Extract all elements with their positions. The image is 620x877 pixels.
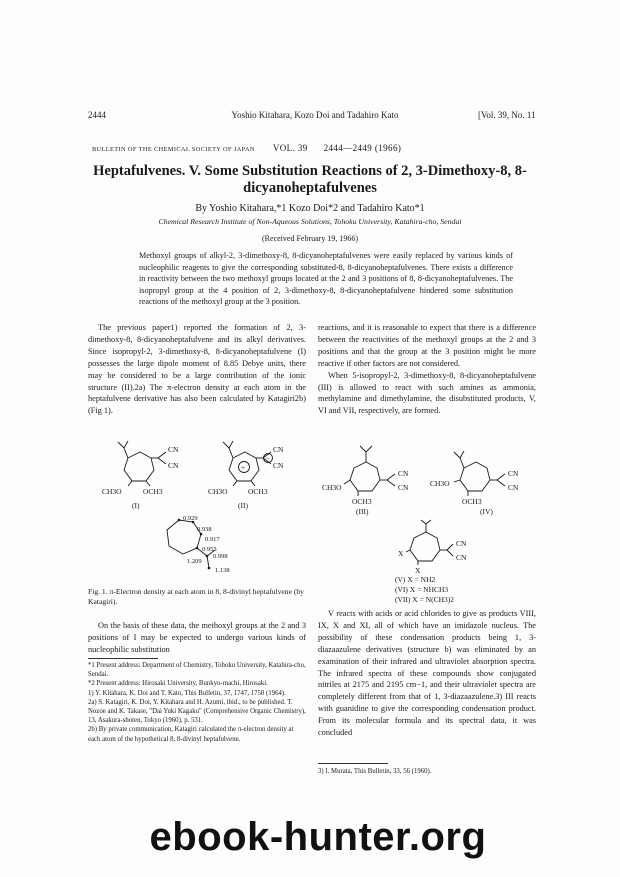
footnote: 2b) By private communication, Katagiri calculated the π-electron density at each atom of the hypothetical 8, 8-divinyl heptafulvene. — [88, 726, 294, 743]
density-value: 0.938 — [197, 526, 212, 533]
density-value: 1.138 — [215, 567, 230, 574]
density-value: 0.917 — [205, 536, 220, 543]
right-column-continued — [318, 608, 536, 739]
x-label: X — [398, 549, 404, 558]
cn-label: CN — [456, 539, 467, 548]
cn-label: CN — [168, 445, 179, 454]
footnote: 1) Y. Kitahara, K. Doi and T. Kato, This Bulletin, 37, 1747, 1750 (1964). — [88, 689, 286, 697]
och3-label: OCH3 — [143, 487, 163, 496]
left-column-intro — [88, 322, 306, 417]
cn-label: CN — [398, 469, 409, 478]
amine-entry: (V) X = NH2 — [395, 575, 436, 584]
amine-legend — [395, 575, 515, 605]
footnote-rule — [88, 658, 158, 659]
och3-label: OCH3 — [248, 487, 268, 496]
ring-IV — [460, 462, 490, 491]
density-value: 0.929 — [183, 515, 198, 522]
isopropyl-bond-I — [124, 448, 128, 458]
ch3o-label: CH3O — [430, 479, 450, 488]
right-paragraph-2: When 5-isopropyl-2, 3-dimethoxy-8, 8-dicyanoheptafulvene (III) is allowed to react with such amines as ammonia, methylamine and dimethylamine, the disubstituted products, V, VI and VII, respectively, are formed. — [318, 370, 536, 416]
running-authors: Yoshio Kitahara, Kozo Doi and Tadahiro Kato — [231, 110, 399, 120]
right-paragraph-3: V reacts with acids or acid chlorides to give as products VIII, IX, X and XI, all of which have an imidazole nucleus. The possibility of these condensation products being 1, 3-diazaazulene derivatives (structure b) was eliminated by an examination of their infrared and ultraviolet absorption spectra. The infrared spectra of these compounds show conjugated nitriles at 2175 and 2195 cm−1, and their ultraviolet spectra are completely different from that of 1, 3-diazaazulene.3) III reacts with guanidine to give the corresponding condensation product. From its molecular formula and its spectral data, it was concluded — [318, 609, 536, 738]
cn-label: CN — [168, 461, 179, 470]
density-value: 1.209 — [187, 558, 202, 565]
journal-name: BULLETIN OF THE CHEMICAL SOCIETY OF JAPAN — [92, 146, 255, 153]
ch3o-label: CH3O — [208, 487, 228, 496]
ch3o-label: CH3O — [322, 483, 342, 492]
cn-label: CN — [456, 553, 467, 562]
institution: Chemical Research Institute of Non-Aqueous Solutions, Tohoku University, Katahira-cho, Sendai — [158, 217, 462, 226]
figure-1-diagram — [145, 510, 265, 582]
x-label: X — [415, 566, 421, 575]
cn-label: CN — [273, 445, 284, 454]
ring-I — [124, 452, 154, 481]
received-date: (Received February 19, 1966) — [262, 234, 358, 243]
och3-label: OCH3 — [352, 497, 372, 506]
och3-label: OCH3 — [462, 497, 482, 506]
cn-label: CN — [508, 469, 519, 478]
amine-entry: (VII) X = N(CH3)2 — [395, 595, 455, 604]
structures-I-II — [88, 430, 308, 510]
structures-III-IV — [318, 440, 538, 520]
left-footnotes — [88, 661, 306, 744]
cn-label: CN — [273, 461, 284, 470]
ring-III — [350, 462, 380, 491]
pages-year: 2444—2449 (1966) — [323, 143, 402, 153]
page-number: 2444 — [88, 110, 106, 120]
cn-label: CN — [508, 483, 519, 492]
compound-label-I: (I) — [132, 501, 140, 510]
figure-caption: Fig. 1. π-Electron density at each atom in 8, 8-divinyl heptafulvene (by Katagiri). — [88, 587, 304, 606]
structure-V-VII — [390, 520, 490, 575]
right-paragraph-1: reactions, and it is reasonable to expect that there is a difference between the reactivities of the methoxyl groups at the 2 and 3 positions and that the group at the 3 position might be more reactive if other factors are not considered. — [318, 323, 536, 368]
cn-label: CN — [398, 483, 409, 492]
figure-ring — [167, 520, 201, 554]
left-paragraph-2: On the basis of these data, the methoxyl groups at the 2 and 3 positions of I may be expected to undergo various kinds of nucleophilic substitution — [88, 621, 306, 654]
bulletin-line — [92, 143, 532, 153]
footnote: *1 Present address: Department of Chemistry, Tohoku University, Katahira-cho, Sendai. — [88, 662, 306, 679]
plus-label: + — [241, 464, 245, 472]
volume-label: [Vol. 39, No. 11 — [478, 110, 536, 120]
density-value: 0.953 — [202, 546, 217, 553]
abstract: Methoxyl groups of alkyl-2, 3-dimethoxy-8, 8-dicyanoheptafulvenes were easily replaced by various kinds of nucleophilic reagents to give the corresponding substituted-8, 8-dicyanoheptafulvenes. There exists a difference in reactivity between the two methoxyl groups located at the 2 and 3 positions of 8, 8-dicyanoheptafulvenes. The isopropyl group at the 4 position of 2, 3-dimethoxy-8, 8-dicyanoheptafulvene hindered some substitution reactions of the methoxyl group at the 3 position. — [139, 251, 513, 307]
right-footnote: 3) I. Murata, This Bulletin, 33, 56 (1960). — [318, 768, 432, 775]
minus-label: − — [266, 455, 270, 463]
ch3o-label: CH3O — [102, 487, 122, 496]
amine-entry: (VI) X = NHCH3 — [395, 585, 449, 594]
compound-label-IV: (IV) — [480, 507, 493, 516]
compound-label-III: (III) — [356, 507, 369, 516]
density-value: 0.998 — [213, 553, 228, 560]
left-paragraph-1: The previous paper1) reported the formation of 2, 3-dimethoxy-8, 8-dicyanoheptafulvene and its alkyl derivatives. Since isopropyl-2, 3-dimethoxy-8, 8-dicyanoheptafulvene (I) possesses the large dipole moment of 8.85 Debye units, there may be considered to be a large contribution of the ionic structure (II).2a) The π-electron density at each atom in the heptafulvene derivative has also been calculated by Katagiri2b) (Fig 1). — [88, 323, 306, 416]
volume-number: VOL. 39 — [272, 143, 308, 153]
paper-title: Heptafulvenes. V. Some Substitution Reactions of 2, 3-Dimethoxy-8, 8-dicyanoheptafulvenes — [93, 163, 527, 196]
footnote-rule — [318, 763, 388, 764]
footnote: 2a) S. Katagiri, K. Doi, Y. Kitahara and H. Azumi, ibid., to be published. T. Nozoe and K. Takase, "Dai Yuki Kagaku" (Comprehensive Organic Chemistry), 13, Asakura-shoten, Tokyo (1960), p. 531. — [88, 698, 306, 725]
watermark: ebook-hunter.org — [149, 815, 487, 859]
compound-label-II: (II) — [238, 501, 248, 510]
byline: By Yoshio Kitahara,*1 Kozo Doi*2 and Tadahiro Kato*1 — [195, 203, 425, 214]
ring-V — [410, 532, 440, 561]
left-column-continued — [88, 620, 306, 656]
right-column-top — [318, 322, 536, 417]
footnote: *2 Present address: Hirosaki University, Bunkyo-machi, Hirosaki. — [88, 680, 268, 688]
